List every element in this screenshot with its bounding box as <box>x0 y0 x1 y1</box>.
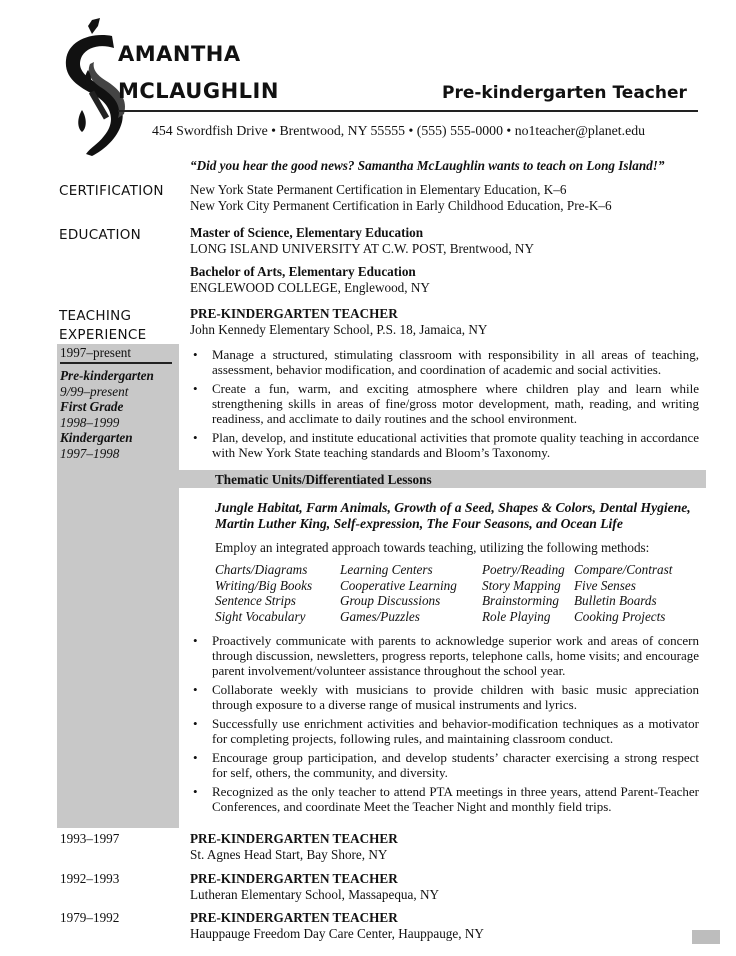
section-heading-experience: TEACHING <box>59 308 132 324</box>
themes-line: Martin Luther King, Self-expression, The Four Seasons, and Ocean Life <box>215 516 623 531</box>
sidebar-rule <box>60 362 172 364</box>
past-employer: Hauppauge Freedom Day Care Center, Hauppauge, NY <box>190 926 484 941</box>
method: Writing/Big Books <box>215 577 313 593</box>
role-label: First Grade <box>60 399 124 414</box>
themes-line: Jungle Habitat, Farm Animals, Growth of a Seed, Shapes & Colors, Dental Hygiene, <box>215 500 691 515</box>
last-name: MCLAUGHLIN <box>118 79 279 103</box>
method: Cooking Projects <box>574 608 666 624</box>
method: Cooperative Learning <box>340 577 457 593</box>
method: Learning Centers <box>340 562 433 577</box>
method: Brainstorming <box>482 593 559 608</box>
list-item: • Plan, develop, and institute educational activities that promote quality teaching in accordance with New York State teaching standards and Bloom’s Taxonomy. <box>186 430 699 460</box>
past-dates: 1992–1993 <box>60 871 120 886</box>
method: Charts/Diagrams <box>215 562 308 577</box>
contact-line: 454 Swordfish Drive • Brentwood, NY 55555 • (555) 555-0000 • no1teacher@planet.edu <box>152 123 646 138</box>
tagline: “Did you hear the good news? Samantha McLaughlin wants to teach on Long Island!” <box>190 158 665 173</box>
section-heading-education: EDUCATION <box>59 227 142 243</box>
list-item: • Collaborate weekly with musicians to provide children with basic music appreciation through exposure to a diverse range of musical instruments and lyrics. <box>186 682 699 712</box>
past-dates: 1979–1992 <box>60 910 120 925</box>
job-title-current: PRE-KINDERGARTEN TEACHER <box>190 306 398 321</box>
thematic-heading: Thematic Units/Differentiated Lessons <box>215 472 432 487</box>
role-dates: 1998–1999 <box>60 415 120 430</box>
certification-line: New York State Permanent Certification in Elementary Education, K–6 <box>190 182 567 197</box>
method: Sight Vocabulary <box>215 608 306 624</box>
duties-list <box>186 347 699 464</box>
past-dates: 1993–1997 <box>60 831 120 846</box>
list-item: • Create a fun, warm, and exciting atmosphere where children play and learn while strengthening skills in areas of fine/gross motor development, math, reading, and writing readiness, and acclimate to daily routines and the school environment. <box>186 381 699 426</box>
section-heading-certification: CERTIFICATION <box>59 183 164 199</box>
school: ENGLEWOOD COLLEGE, Englewood, NY <box>190 280 430 295</box>
method: Group Discussions <box>340 593 441 608</box>
job-title: Pre-kindergarten Teacher <box>442 83 687 103</box>
method: Five Senses <box>574 577 636 593</box>
section-heading-experience: EXPERIENCE <box>59 327 147 343</box>
past-title: PRE-KINDERGARTEN TEACHER <box>190 831 398 846</box>
methods-intro: Employ an integrated approach towards teaching, utilizing the following methods: <box>215 540 650 555</box>
role-label: Pre-kindergarten <box>60 368 154 383</box>
method: Story Mapping <box>482 577 561 593</box>
role-dates: 9/99–present <box>60 384 129 399</box>
list-item: • Proactively communicate with parents to acknowledge superior work and areas of concern through discussion, newsletters, progress reports, telephone calls, home visits; and encourage parent involvement/volunteer assistance throughout the school year. <box>186 633 699 678</box>
past-title: PRE-KINDERGARTEN TEACHER <box>190 871 398 886</box>
methods-grid <box>215 562 684 624</box>
list-item: • Encourage group participation, and develop students’ character exercising a strong respect for self, others, the community, and diversity. <box>186 750 699 780</box>
method: Bulletin Boards <box>574 593 657 608</box>
header-rule <box>118 110 698 112</box>
list-item: • Successfully use enrichment activities and behavior-modification techniques as a motivator for completing projects, following rules, and maintaining classroom conduct. <box>186 716 699 746</box>
method: Sentence Strips <box>215 593 296 608</box>
method: Games/Puzzles <box>340 608 420 624</box>
certification-line: New York City Permanent Certification in Early Childhood Education, Pre-K–6 <box>190 198 612 213</box>
past-title: PRE-KINDERGARTEN TEACHER <box>190 910 398 925</box>
degree: Master of Science, Elementary Education <box>190 225 424 240</box>
method: Role Playing <box>482 608 551 624</box>
past-employer: St. Agnes Head Start, Bay Shore, NY <box>190 847 388 862</box>
employer-current: John Kennedy Elementary School, P.S. 18, Jamaica, NY <box>190 322 488 337</box>
degree: Bachelor of Arts, Elementary Education <box>190 264 416 279</box>
past-employer: Lutheran Elementary School, Massapequa, NY <box>190 887 440 902</box>
role-label: Kindergarten <box>60 430 133 445</box>
duties-list-2 <box>186 633 699 818</box>
first-name: AMANTHA <box>118 42 241 66</box>
method: Compare/Contrast <box>574 562 673 577</box>
corner-tab <box>692 930 720 944</box>
method: Poetry/Reading <box>482 562 565 577</box>
list-item: • Manage a structured, stimulating classroom with responsibility in all areas of teaching, assessment, behavior modification, and coordination of academic and social activities. <box>186 347 699 377</box>
school: LONG ISLAND UNIVERSITY AT C.W. POST, Brentwood, NY <box>190 241 534 256</box>
role-dates: 1997–1998 <box>60 446 120 461</box>
list-item: • Recognized as the only teacher to attend PTA meetings in three years, attend Parent-Teacher Conferences, and coordinate Meet the Teacher Night and monthly field trips. <box>186 784 699 814</box>
current-dates: 1997–present <box>60 345 132 360</box>
